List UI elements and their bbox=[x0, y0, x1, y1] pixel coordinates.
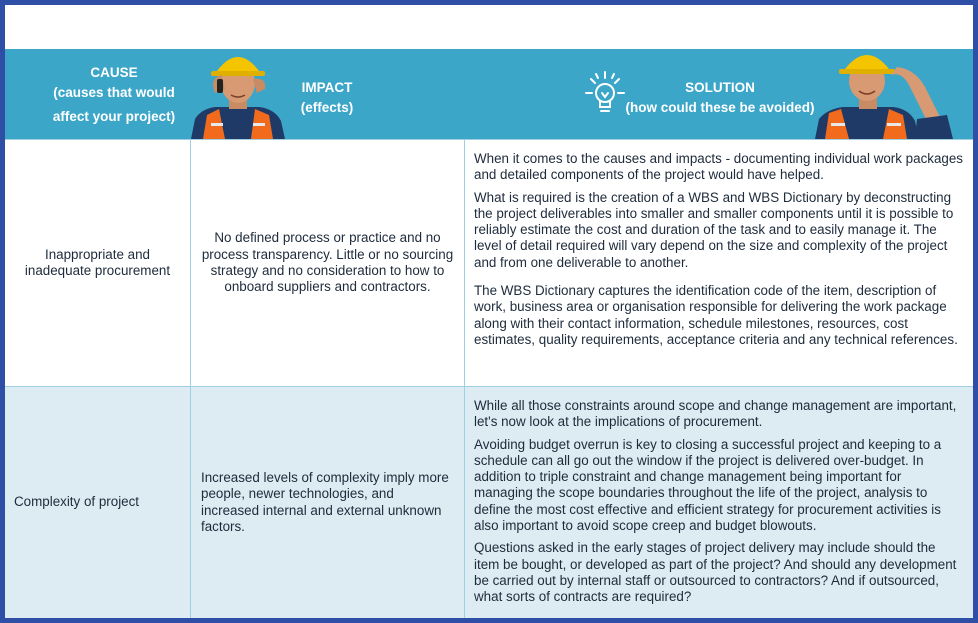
table-row bbox=[5, 139, 973, 386]
table-row bbox=[5, 386, 973, 618]
cause-cell bbox=[5, 140, 190, 386]
header-solution-title: SOLUTION bbox=[685, 80, 755, 95]
header-solution bbox=[617, 78, 823, 118]
header-cause-sub1: (causes that would bbox=[53, 85, 175, 100]
cause-text: Complexity of project bbox=[14, 494, 140, 510]
header-impact bbox=[277, 78, 377, 118]
impact-cell bbox=[190, 387, 464, 618]
impact-text: Increased levels of complexity imply more people, newer technologies, and increased internal and external unknown factors. bbox=[201, 469, 449, 534]
solution-paragraph: Avoiding budget overrun is key to closing a successful project and keeping to a schedule can all go out the window if the project is delivered over-budget. In addition to triple constraint and change management being important for managing the scope boundaries throughout the life of the project, analysis to define the most cost effective and efficient strategy for procurement activities is also important to avoid scope creep and budget blowouts. bbox=[474, 436, 942, 534]
table-header bbox=[5, 49, 973, 139]
table-frame bbox=[5, 5, 973, 618]
solution-cell bbox=[464, 387, 973, 618]
header-impact-sub: (effects) bbox=[300, 100, 354, 115]
solution-cell bbox=[464, 140, 973, 386]
solution-paragraph: When it comes to the causes and impacts - documenting individual work packages and detailed components of the project would have helped. bbox=[474, 151, 964, 183]
solution-paragraph: Questions asked in the early stages of project delivery may include should the item be bought, or developed as part of the project? And should any development be carried out by internal staff or outsourced to contractors? And if outsourced, what sorts of contracts are required? bbox=[474, 540, 957, 605]
cause-text: Inappropriate and inadequate procurement bbox=[24, 246, 171, 278]
cause-cell bbox=[5, 387, 190, 618]
impact-cell bbox=[190, 140, 464, 386]
solution-paragraph: What is required is the creation of a WBS and WBS Dictionary by deconstructing the project deliverables into smaller and smaller components until it is possible to reliably estimate the cost and duration of the task and to easily manage it. The level of detail required will vary depend on the size and complexity of the project and from one deliverable to another. bbox=[474, 189, 954, 270]
header-cause bbox=[29, 63, 199, 127]
worker-saluting-image bbox=[807, 49, 957, 139]
header-cause-sub2: affect your project) bbox=[52, 109, 176, 124]
header-cause-title: CAUSE bbox=[90, 65, 138, 80]
impact-text: No defined process or practice and no process transparency. Little or no sourcing strategy and no consideration to how to onboard suppliers and contractors. bbox=[201, 230, 454, 295]
header-solution-sub: (how could these be avoided) bbox=[625, 100, 815, 115]
solution-paragraph: The WBS Dictionary captures the identification code of the item, description of work, business area or organisation responsible for delivering the work package along with their contact information, schedule milestones, resources, cost estimates, quality requirements, acceptance criteria and any technical references. bbox=[474, 283, 958, 347]
header-impact-title: IMPACT bbox=[301, 80, 353, 95]
solution-paragraph: While all those constraints around scope and change management are important, let's now look at the implications of procurement. bbox=[474, 398, 957, 430]
